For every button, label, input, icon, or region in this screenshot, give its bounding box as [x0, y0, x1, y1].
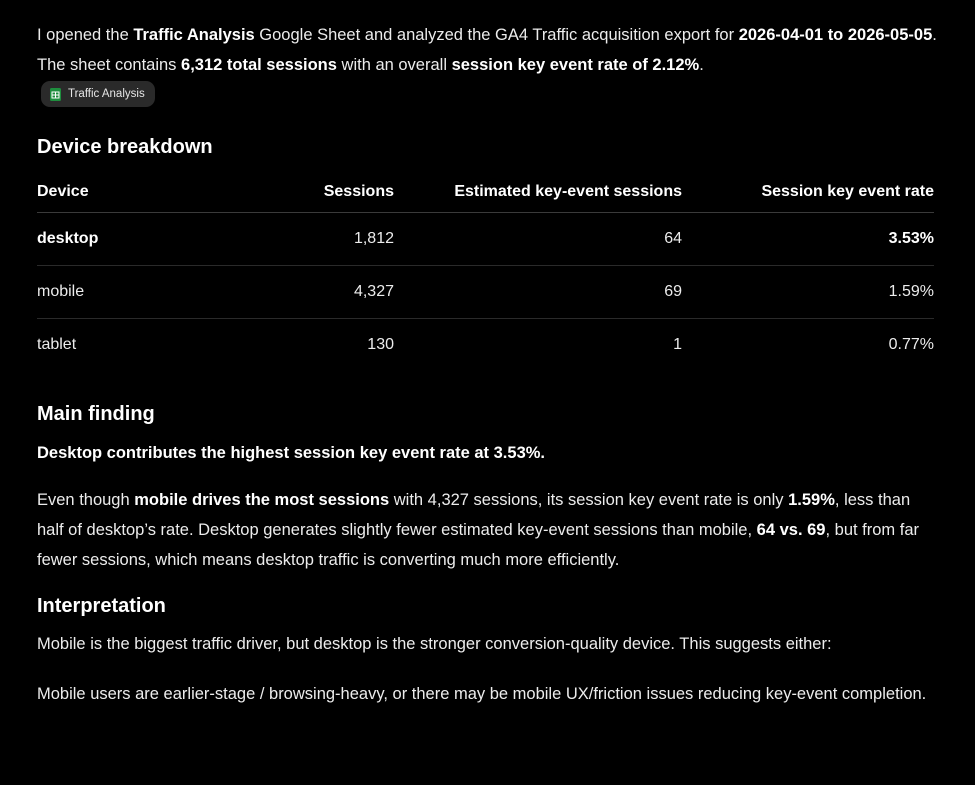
date-range: 2026-04-01 to 2026-05-05 — [738, 26, 933, 44]
google-sheets-icon — [50, 88, 61, 101]
chip-label: Traffic Analysis — [68, 88, 145, 100]
finding-paragraph — [37, 485, 937, 575]
intro-text: Google Sheet and analyzed the GA4 Traffic acquisition export for — [254, 26, 739, 44]
sheet-name: Traffic Analysis — [133, 26, 255, 44]
intro-text: . — [699, 56, 704, 74]
device-table — [37, 172, 934, 371]
device-breakdown-heading: Device breakdown — [37, 135, 213, 158]
total-sessions: 6,312 total sessions — [181, 56, 337, 74]
cell-key-events: 64 — [394, 212, 682, 265]
intro-text: with an overall — [336, 56, 452, 74]
emphasis: 1.59% — [788, 490, 835, 509]
cell-device — [37, 212, 217, 265]
table-row — [37, 265, 934, 318]
intro-text: I opened the — [37, 26, 134, 44]
cell-sessions: 4,327 — [217, 265, 394, 318]
cell-key-events: 69 — [394, 265, 682, 318]
finding-summary: Desktop contributes the highest session key event rate at 3.53%. — [37, 443, 546, 462]
cell-key-events: 1 — [673, 335, 682, 353]
paragraph-text: , but from far fewer sessions, which means desktop traffic is converting much more efficiently. — [37, 520, 919, 569]
table-row — [37, 318, 934, 371]
paragraph-text: with 4,327 sessions, its session key event rate is only — [389, 490, 789, 509]
column-header-sessions: Sessions — [217, 172, 394, 213]
cell-sessions: 130 — [367, 335, 394, 353]
cell-rate: 1.59% — [682, 265, 934, 318]
emphasis: 64 vs. 69 — [756, 520, 826, 539]
cell-device: tablet — [37, 335, 77, 353]
emphasis: mobile drives the most sessions — [134, 490, 390, 509]
overall-rate: session key event rate of 2.12% — [451, 56, 700, 74]
interpretation-paragraph: Mobile users are earlier-stage / browsing-heavy, or there may be mobile UX/friction issues reducing key-event completion. — [37, 684, 927, 703]
cell-sessions: 1,812 — [217, 212, 394, 265]
intro-text: . The sheet contains — [37, 26, 937, 74]
table-header-row — [37, 172, 934, 213]
paragraph-text: Even though — [37, 490, 135, 509]
paragraph-text: , less than half of desktop’s rate. Desktop generates slightly fewer estimated key-event sessions than mobile, — [37, 490, 911, 539]
sheet-link-chip[interactable] — [41, 81, 155, 107]
column-header-rate: Session key event rate — [682, 172, 934, 213]
column-header-device: Device — [37, 172, 217, 213]
main-finding-heading: Main finding — [37, 402, 155, 425]
rate-value: 3.53% — [888, 229, 934, 247]
device-name: desktop — [37, 229, 99, 247]
cell-device: mobile — [37, 265, 217, 318]
cell-rate — [682, 212, 934, 265]
interpretation-paragraph: Mobile is the biggest traffic driver, but desktop is the stronger conversion-quality device. This suggests either: — [37, 634, 832, 653]
column-header-key-events: Estimated key-event sessions — [394, 172, 682, 213]
interpretation-heading: Interpretation — [37, 594, 166, 617]
cell-rate: 0.77% — [888, 335, 934, 353]
intro-paragraph — [37, 20, 937, 80]
table-row — [37, 212, 934, 265]
